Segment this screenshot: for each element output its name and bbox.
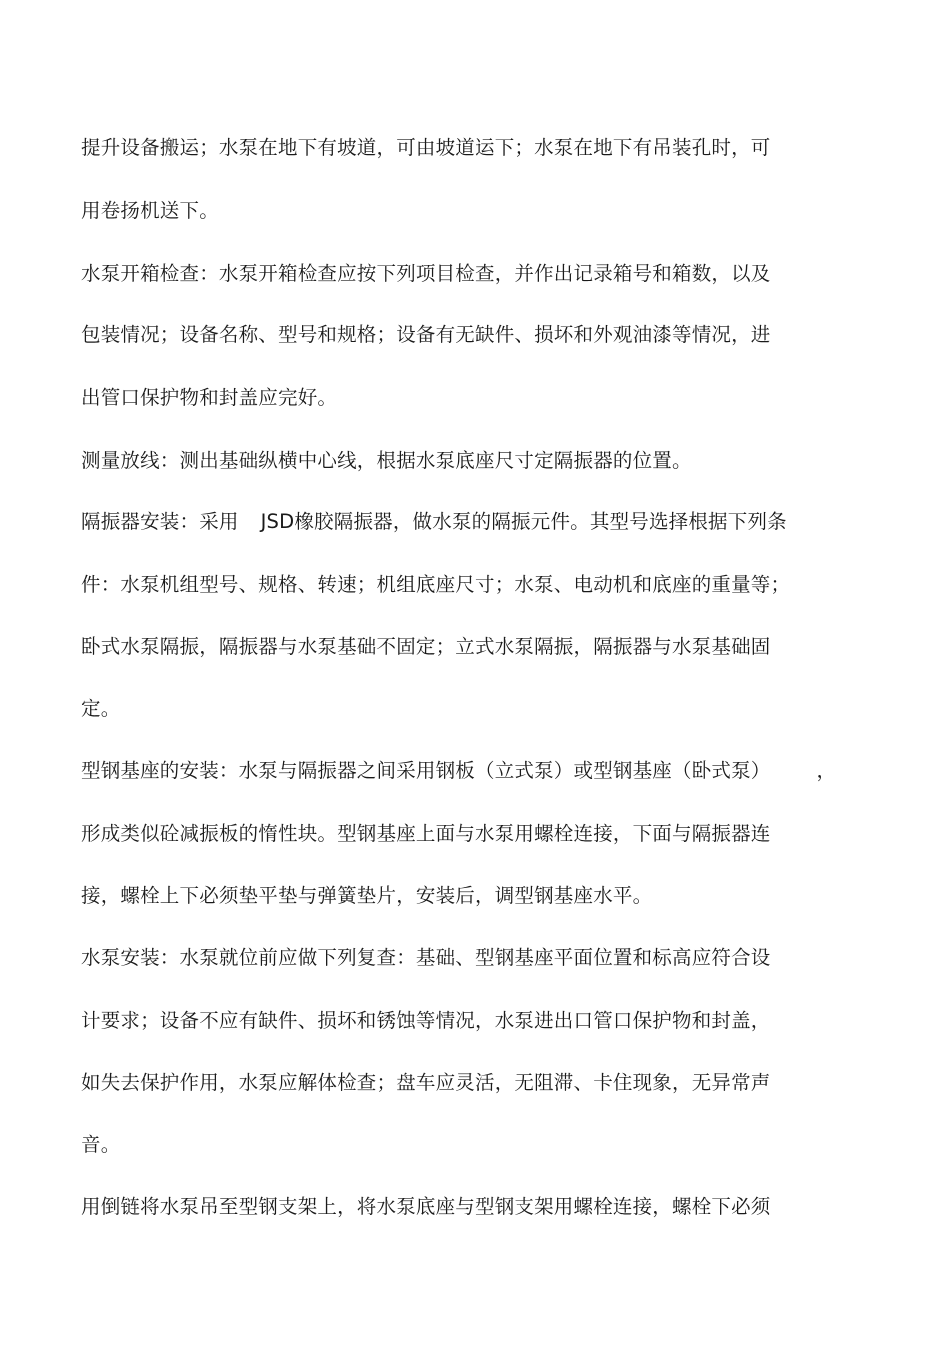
text-line: 定。	[81, 697, 121, 720]
text-line: 水泵安装：水泵就位前应做下列复查：基础、型钢基座平面位置和标高应符合设	[81, 946, 771, 969]
text-line: 提升设备搬运；水泵在地下有坡道，可由坡道运下；水泵在地下有吊装孔时，可	[81, 136, 771, 159]
text-line: 形成类似砼减振板的惰性块。型钢基座上面与水泵用螺栓连接，下面与隔振器连	[81, 822, 771, 845]
text-line: 出管口保护物和封盖应完好。	[81, 386, 338, 409]
text-line: 如失去保护作用，水泵应解体检查；盘车应灵活，无阻滞、卡住现象，无异常声	[81, 1071, 771, 1094]
text-line: 用卷扬机送下。	[81, 199, 219, 222]
text-line: 测量放线：测出基础纵横中心线，根据水泵底座尺寸定隔振器的位置。	[81, 449, 692, 472]
text-line: 卧式水泵隔振，隔振器与水泵基础不固定；立式水泵隔振，隔振器与水泵基础固	[81, 635, 771, 658]
text-segment: 隔振器安装：采用	[81, 510, 239, 533]
text-segment: ，	[816, 759, 837, 782]
text-line	[81, 510, 787, 534]
text-line	[81, 759, 836, 783]
text-segment: 型钢基座的安装：水泵与隔振器之间采用钢板（立式泵）或型钢基座（卧式泵）	[81, 759, 771, 782]
text-segment: JSD橡胶隔振器，做水泵的隔振元件。其型号选择根据下列条	[260, 510, 787, 533]
text-line: 接，螺栓上下必须垫平垫与弹簧垫片，安装后，调型钢基座水平。	[81, 884, 653, 907]
text-line: 用倒链将水泵吊至型钢支架上，将水泵底座与型钢支架用螺栓连接，螺栓下必须	[81, 1195, 771, 1218]
text-line: 计要求；设备不应有缺件、损坏和锈蚀等情况，水泵进出口管口保护物和封盖，	[81, 1009, 771, 1032]
text-line: 包装情况；设备名称、型号和规格；设备有无缺件、损坏和外观油漆等情况，进	[81, 323, 771, 346]
text-line: 水泵开箱检查：水泵开箱检查应按下列项目检查，并作出记录箱号和箱数，以及	[81, 262, 771, 285]
text-line: 音。	[81, 1133, 121, 1156]
text-line: 件：水泵机组型号、规格、转速；机组底座尺寸；水泵、电动机和底座的重量等；	[81, 573, 791, 596]
